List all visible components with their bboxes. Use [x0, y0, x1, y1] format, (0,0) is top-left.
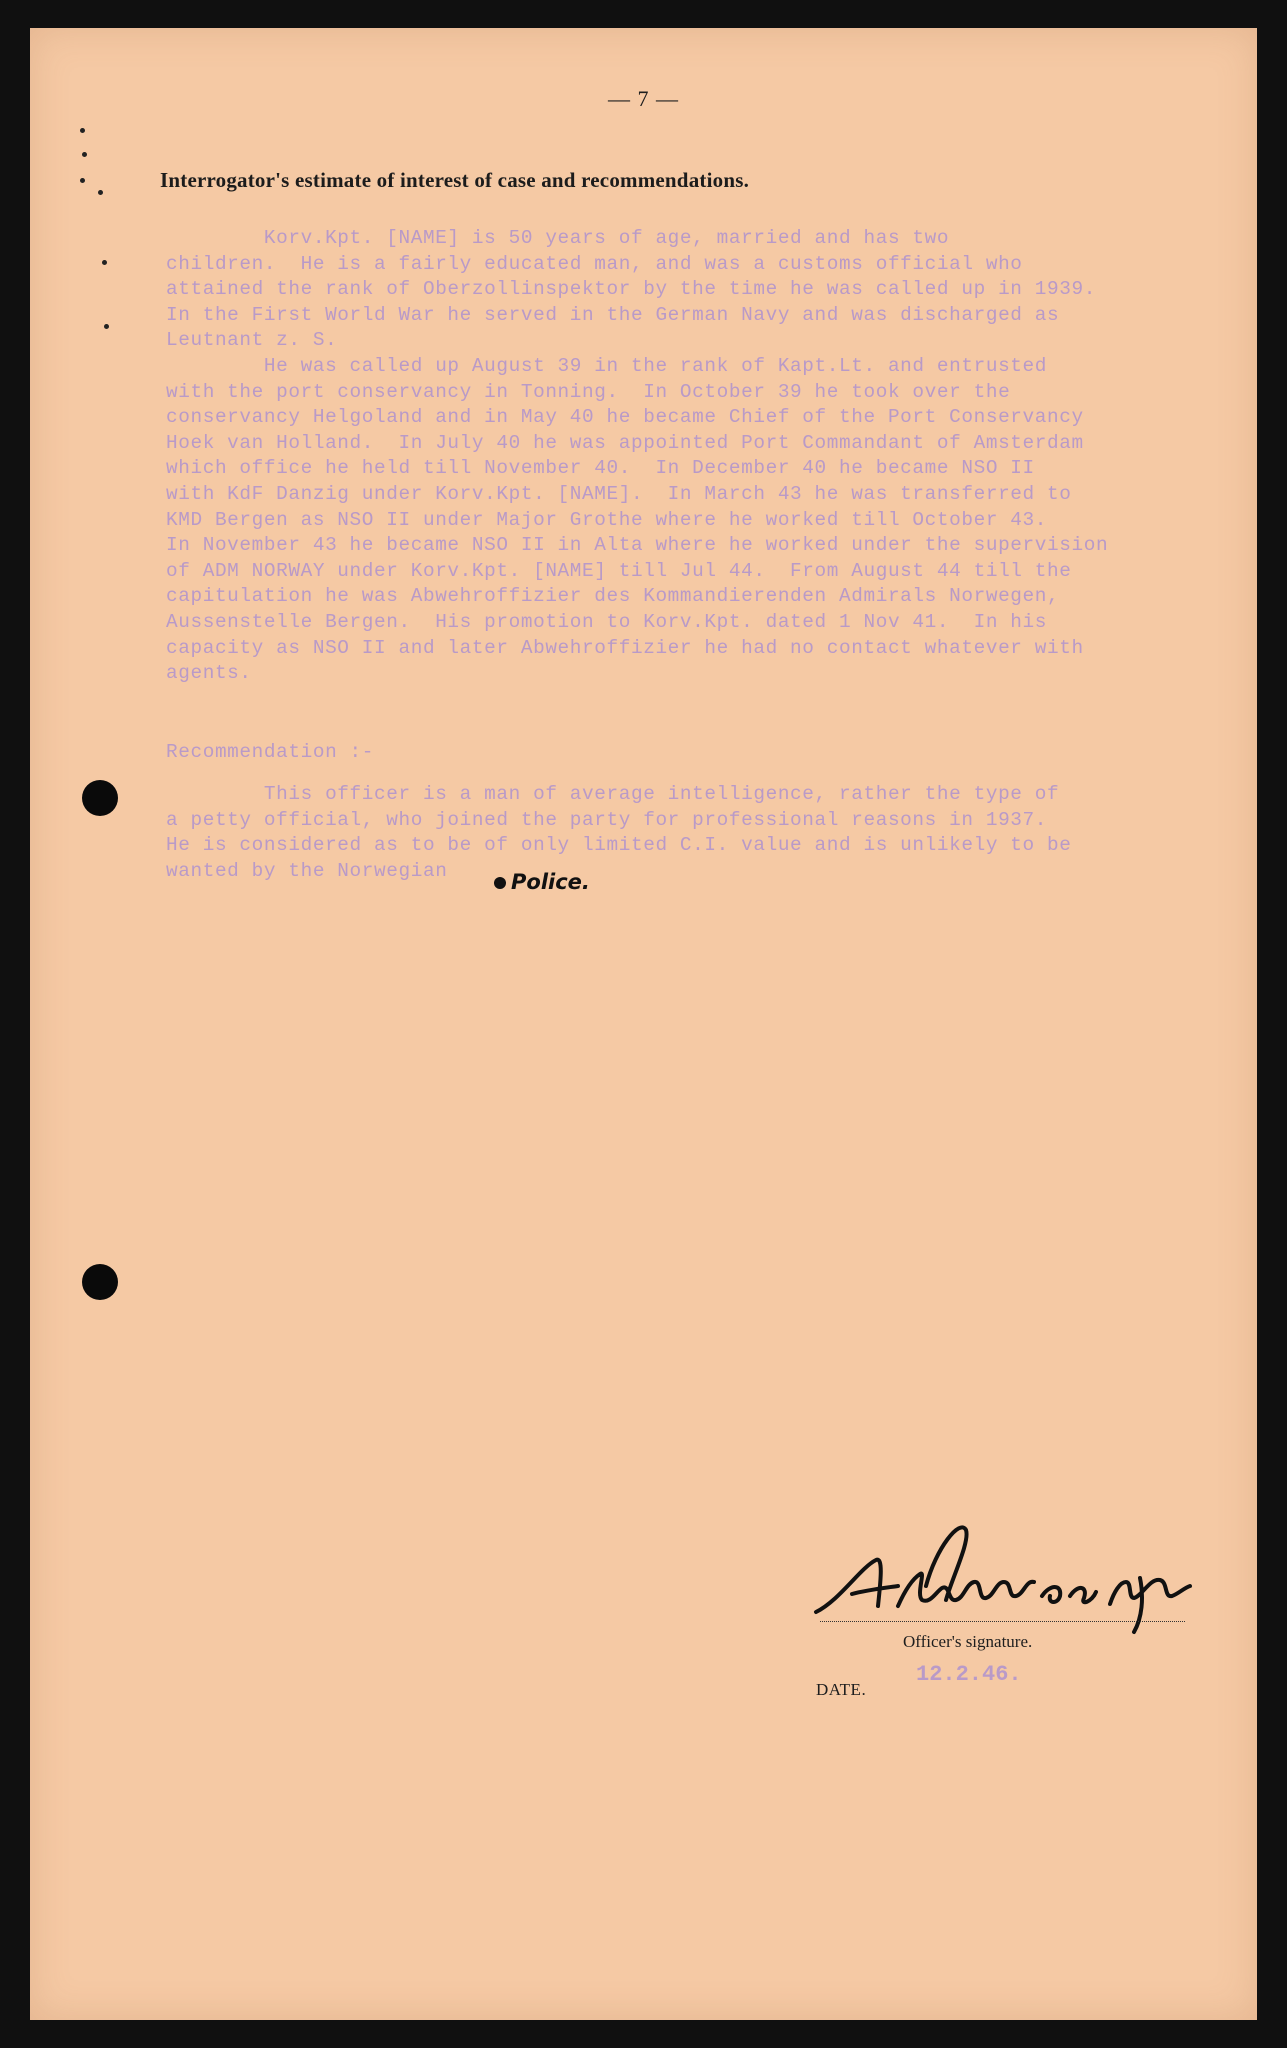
ink-dot [494, 877, 506, 889]
page-number: — 7 — [608, 86, 679, 111]
margin-mark [80, 178, 85, 183]
typed-paragraph-career: Korv.Kpt. [NAME] is 50 years of age, married and has two children. He is a fairly educated man, and was a customs official who attained the rank of Oberzollinspektor by the time he was called up in 1939. In the First World War he served in the German Navy and was discharged as Leutnant z. S. He was called up August 39 in the rank of Kapt.Lt. and entrusted with the port conservancy in Tonning. In October 39 he took over the conservancy Helgoland and in May 40 he became Chief of the Port Conservancy Hoek van Holland. In July 40 he was appointed Port Commandant of Amsterdam which office he held till November 40. In December 40 he became NSO II with KdF Danzig under Korv.Kpt. [NAME]. In March 43 he was transferred to KMD Bergen as NSO II under Major Grothe where he worked till October 43. In November 43 he became NSO II in Alta where he worked under the supervision of ADM NORWAY under Korv.Kpt. [NAME] till Jul 44. From August 44 till the capitulation he was Abwehroffizier des Kommandierenden Admirals Norwegen, Aussenstelle Bergen. His promotion to Korv.Kpt. dated 1 Nov 41. In his capacity as NSO II and later Abwehroffizier he had no contact whatever with agents. [166, 227, 1109, 685]
typed-paragraph-recommendation: This officer is a man of average intelligence, rather the type of a petty official, who joined the party for professional reasons in 1937. He is considered as to be of only limited C.I. value and is unlikely to be wanted by the Norwegian [166, 783, 1072, 882]
handwritten-signature [780, 1508, 1220, 1638]
handwritten-text: Police. [511, 870, 590, 894]
punch-hole [82, 1264, 118, 1300]
margin-mark [98, 190, 103, 195]
margin-mark [104, 324, 109, 329]
punch-hole [82, 780, 118, 816]
margin-mark [102, 260, 107, 265]
date-label: DATE. [816, 1680, 867, 1699]
document-page [30, 28, 1257, 2020]
signature-caption: Officer's signature. [903, 1632, 1033, 1651]
signature-line [820, 1621, 1185, 1622]
recommendation-label: Recommendation :- [166, 741, 375, 763]
margin-mark [80, 128, 85, 133]
handwritten-annotation [494, 870, 590, 894]
date-value: 12.2.46. [916, 1662, 1022, 1687]
section-heading: Interrogator's estimate of interest of case and recommendations. [160, 168, 750, 192]
margin-mark [82, 152, 87, 157]
